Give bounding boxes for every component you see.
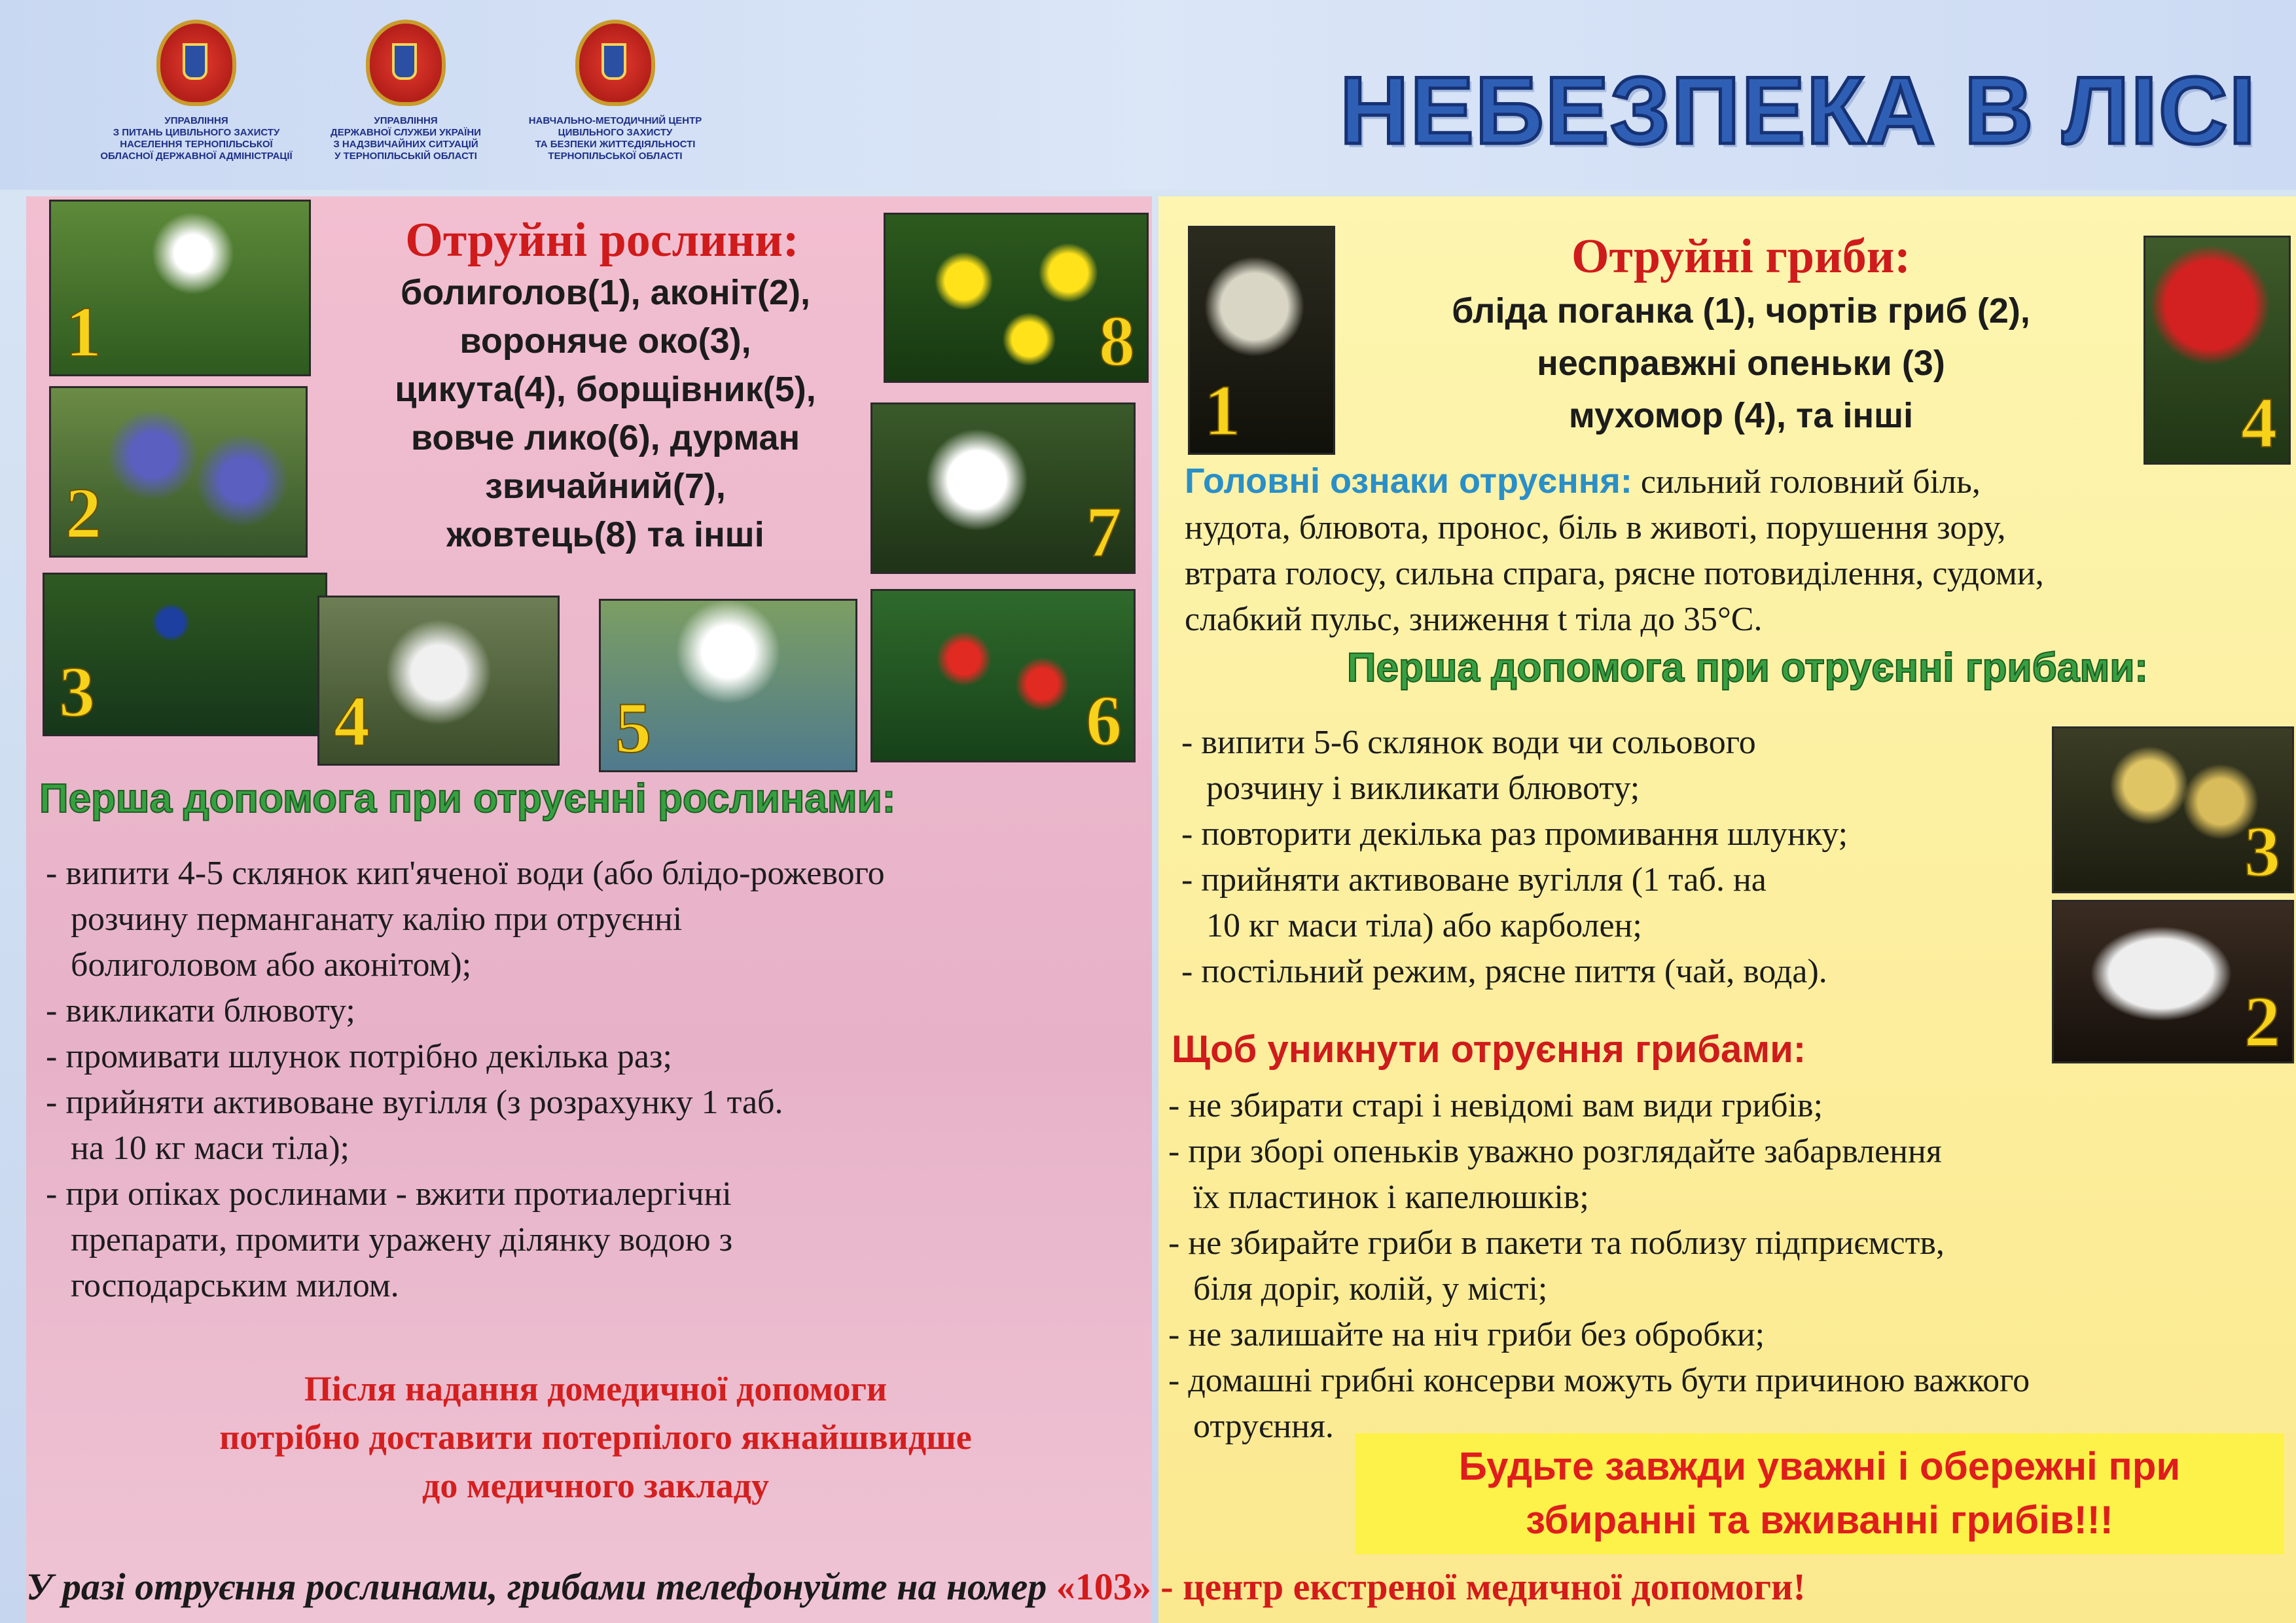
photo-buttercup: 8 <box>884 213 1149 383</box>
emblem-icon <box>156 20 236 106</box>
plants-list: болиголов(1), аконіт(2), вороняче око(3), цикута(4), борщівник(5), вовче лико(6), дурман звичайний(7), жовтець(8) та інші <box>395 273 816 554</box>
plants-panel <box>26 196 1152 1623</box>
avoid-poisoning-heading: Щоб уникнути отруєння грибами: <box>1172 1028 1806 1071</box>
photo-herb-paris: 3 <box>43 573 327 736</box>
org-name: УПРАВЛІННЯ ДЕРЖАВНОЇ СЛУЖБИ УКРАЇНИ З НАДЗВИЧАЙНИХ СИТУАЦІЙ У ТЕРНОПІЛЬСЬКІЙ ОБЛАСТІ <box>331 115 481 162</box>
photo-aconite: 2 <box>49 386 308 558</box>
emblem-icon <box>366 20 446 106</box>
mushrooms-first-aid-list: - випити 5-6 склянок води чи сольового розчину і викликати блювоту; - повторити декілька раз промивання шлунку; - прийняти активоване вугілля (1 таб. на 10 кг маси тіла) або карболен; - постільний режим, рясне пиття (чай, вода). <box>1181 724 1848 990</box>
emblem-icon <box>575 20 655 106</box>
org-logo-dsns <box>301 20 511 162</box>
org-name: УПРАВЛІННЯ З ПИТАНЬ ЦИВІЛЬНОГО ЗАХИСТУ НАСЕЛЕННЯ ТЕРНОПІЛЬСЬКОЇ ОБЛАСНОЇ ДЕРЖАВНОЇ АДМІНІСТРАЦІЇ <box>100 115 293 162</box>
photo-hogweed: 5 <box>599 599 857 772</box>
photo-hemlock: 1 <box>49 200 311 376</box>
photo-water-hemlock: 4 <box>317 596 560 766</box>
org-name: НАВЧАЛЬНО-МЕТОДИЧНИЙ ЦЕНТР ЦИВІЛЬНОГО ЗАХИСТУ ТА БЕЗПЕКИ ЖИТТЄДІЯЛЬНОСТІ ТЕРНОПІЛЬСЬКОЇ ОБЛАСТІ <box>528 115 702 162</box>
plants-first-aid-list: - випити 4-5 склянок кип'яченої води (або блідо-рожевого розчину перманганату калію при отруєнні болиголовом або аконітом); - викликати блювоту; - промивати шлунок потрібно декілька раз; - прийняти активоване вугілля (з розрахунку 1 таб. на 10 кг маси тіла); - при опіках рослинами - вжити протиалергічні препарати, промити уражену ділянку водою з господарським милом. <box>46 855 885 1304</box>
page-title: НЕБЕЗПЕКА В ЛІСІ <box>1339 57 2257 164</box>
footer-emergency-note: У разі отруєння рослинами, грибами телефонуйте на номер «103» - центр екстреної медичної допомоги! <box>26 1565 1806 1608</box>
photo-death-cap: 1 <box>1188 226 1335 455</box>
mushrooms-heading: Отруйні гриби: <box>1571 230 1910 283</box>
warning-banner: Будьте завжди уважні і обережні при збиранні та вживанні грибів!!! <box>1355 1433 2284 1554</box>
avoid-poisoning-list: - не збирати старі і невідомі вам види грибів; - при зборі опеньків уважно розглядайте забарвлення їх пластинок і капелюшків; - не збирайте гриби в пакети та поблизу підприємств, біля доріг, колій, у місті; - не залишайте на ніч гриби без обробки; - домашні грибні консерви можуть бути причиною важкого отруєння. <box>1168 1087 2030 1445</box>
header <box>0 0 2296 190</box>
photo-false-honey-fungus: 3 <box>2052 726 2294 893</box>
mushrooms-panel <box>1158 196 2296 1623</box>
org-logo-civil-protection <box>92 20 301 162</box>
photo-daphne: 6 <box>870 589 1136 762</box>
after-aid-note: Після надання домедичної допомоги потрібно доставити потерпілого якнайшвидше до медичного закладу <box>219 1369 972 1505</box>
mushrooms-list: бліда поганка (1), чортів гриб (2), несправжні опеньки (3) мухомор (4), та інші <box>1452 291 2030 435</box>
poisoning-signs: Головні ознаки отруєння: сильний головний біль, нудота, блювота, пронос, біль в животі, порушення зору, втрата голосу, сильна спрага, рясне потовиділення, судоми, слабкий пульс, зниження t тіла до 35°С. <box>1185 461 2044 638</box>
plants-first-aid-heading: Перша допомога при отруєнні рослинами: <box>39 776 896 821</box>
photo-datura: 7 <box>870 402 1136 574</box>
plants-heading: Отруйні рослини: <box>405 213 799 267</box>
org-logo-training-center <box>511 20 720 162</box>
mushrooms-first-aid-heading: Перша допомога при отруєнні грибами: <box>1346 645 2149 690</box>
photo-satan-bolete: 2 <box>2052 900 2294 1063</box>
photo-fly-agaric: 4 <box>2144 236 2291 465</box>
emergency-number: «103» - центр екстреної медичної допомоги! <box>1056 1565 1806 1608</box>
signs-label: Головні ознаки отруєння: <box>1185 461 1632 501</box>
